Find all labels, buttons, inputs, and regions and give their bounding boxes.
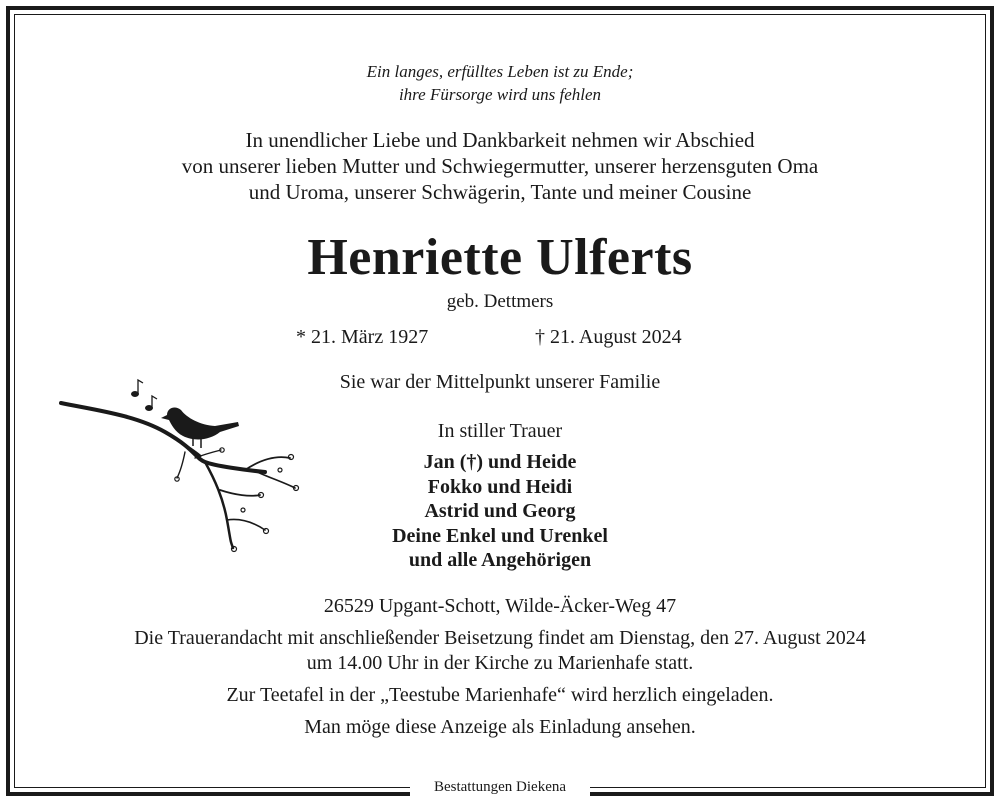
service-line-1: Die Trauerandacht mit anschließender Beisetzung findet am Dienstag, den 27. August 2024 — [134, 627, 866, 649]
intro-line-1: In unendlicher Liebe und Dankbarkeit nehmen wir Abschied — [245, 128, 755, 152]
invitation-note: Man möge diese Anzeige als Einladung ansehen. — [304, 716, 696, 738]
footer-box — [410, 776, 590, 798]
birth-date: * 21. März 1927 — [296, 326, 429, 348]
death-date: † 21. August 2024 — [535, 326, 682, 348]
family-line-3: Astrid und Georg — [424, 500, 576, 522]
maiden-name: geb. Dettmers — [446, 291, 554, 312]
address: 26529 Upgant-Schott, Wilde-Äcker-Weg 47 — [323, 595, 677, 617]
motto-line-1: Ein langes, erfülltes Leben ist zu Ende; — [366, 62, 634, 81]
deceased-name: Henriette Ulferts — [307, 229, 693, 286]
tribute-text: Sie war der Mittelpunkt unserer Familie — [339, 371, 661, 393]
intro-line-2: von unserer lieben Mutter und Schwiegermutter, unserer herzensguten Oma — [181, 154, 819, 178]
funeral-home: Bestattungen Diekena — [433, 779, 567, 795]
intro-line-3: und Uroma, unserer Schwägerin, Tante und meiner Cousine — [248, 180, 752, 204]
family-line-2: Fokko und Heidi — [427, 475, 573, 498]
mourning-label: In stiller Trauer — [437, 420, 563, 442]
motto-line-2: ihre Fürsorge wird uns fehlen — [398, 85, 602, 104]
songbird-on-branch-icon — [55, 370, 305, 555]
tea-invitation: Zur Teetafel in der „Teestube Marienhafe“ wird herzlich eingeladen. — [226, 684, 774, 706]
family-line-5: und alle Angehörigen — [408, 549, 592, 571]
service-line-2: um 14.00 Uhr in der Kirche zu Marienhafe statt. — [306, 652, 694, 674]
family-line-1: Jan (†) und Heide — [423, 451, 577, 473]
family-line-4: Deine Enkel und Urenkel — [392, 524, 608, 547]
